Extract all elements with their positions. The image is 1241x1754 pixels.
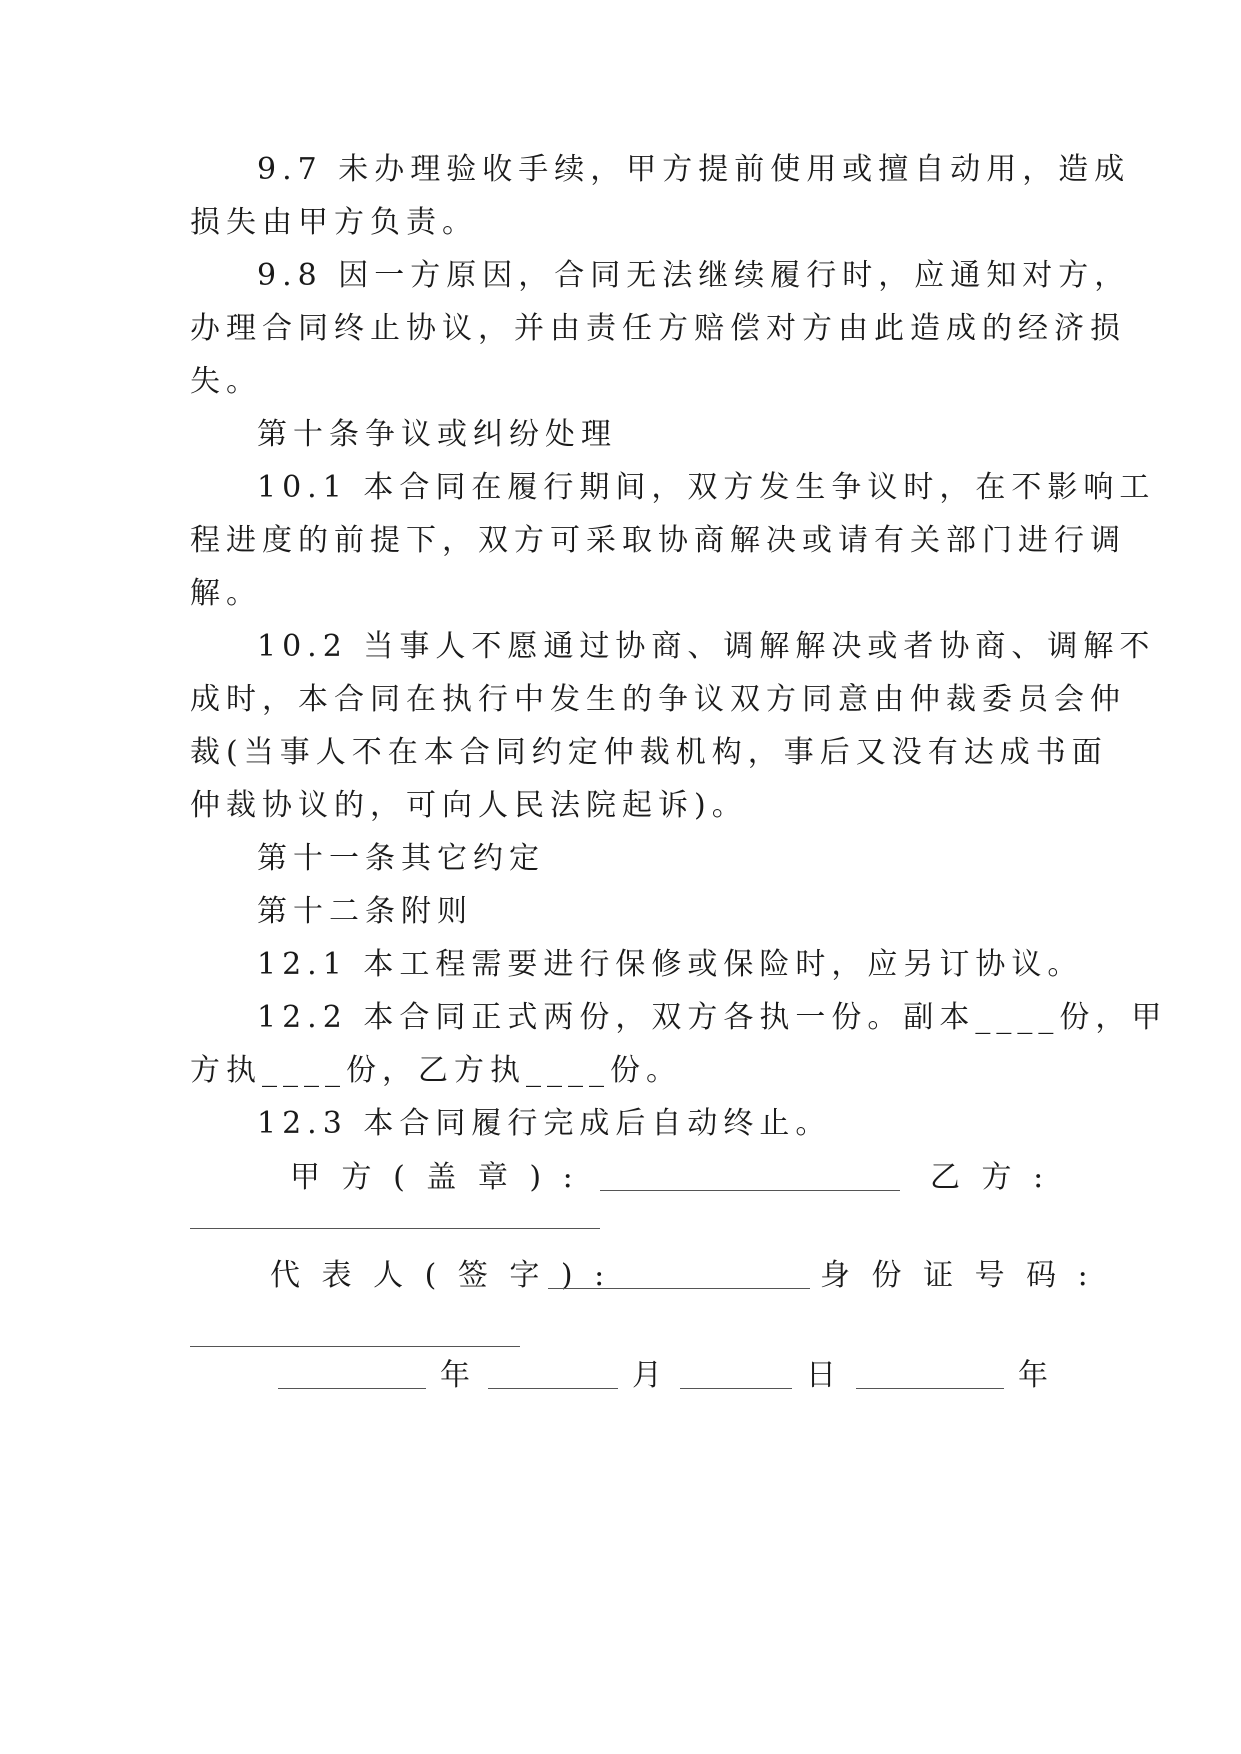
- clause-10-1-line-2: 程进度的前提下，双方可采取协商解决或请有关部门进行调: [190, 523, 1126, 558]
- clause-10-2-line-1: 10.2 当事人不愿通过协商、调解解决或者协商、调解不: [257, 629, 1156, 664]
- party-b-blank: [190, 1228, 600, 1229]
- clause-10-1-line-1: 10.1 本合同在履行期间，双方发生争议时，在不影响工: [257, 470, 1156, 505]
- day-blank: [680, 1388, 792, 1389]
- article-10-heading: 第十条争议或纠纷处理: [257, 417, 617, 452]
- clause-12-1-line-1: 12.1 本工程需要进行保修或保险时，应另订协议。: [257, 947, 1084, 982]
- year-label: 年: [440, 1358, 476, 1393]
- article-12-heading: 第十二条附则: [257, 894, 473, 929]
- article-11-heading: 第十一条其它约定: [257, 841, 545, 876]
- representative-signature-blank: [548, 1288, 810, 1289]
- clause-9-8-line-1: 9.8 因一方原因，合同无法继续履行时，应通知对方，: [257, 258, 1131, 293]
- clause-12-2-line-2: 方执____份，乙方执____份。: [190, 1053, 682, 1088]
- clause-9-7-line-1: 9.7 未办理验收手续，甲方提前使用或擅自动用，造成: [257, 152, 1131, 187]
- clause-12-2-line-1: 12.2 本合同正式两份，双方各执一份。副本____份，甲: [257, 1000, 1168, 1035]
- party-b-label: 乙 方 :: [930, 1160, 1050, 1195]
- clause-9-8-line-2: 办理合同终止协议，并由责任方赔偿对方由此造成的经济损: [190, 311, 1126, 346]
- day-label: 日: [806, 1358, 842, 1393]
- year-blank: [278, 1388, 426, 1389]
- clause-12-3-line-1: 12.3 本合同履行完成后自动终止。: [257, 1106, 832, 1141]
- year-blank-2: [856, 1388, 1004, 1389]
- month-blank: [488, 1388, 618, 1389]
- year-label-2: 年: [1018, 1358, 1054, 1393]
- representative-label: 代 表 人 ( 签 字 ) :: [270, 1258, 611, 1293]
- id-number-blank: [190, 1346, 520, 1347]
- clause-9-8-line-3: 失。: [190, 364, 262, 399]
- id-number-label: 身 份 证 号 码 :: [820, 1258, 1094, 1293]
- party-a-seal-label: 甲 方 ( 盖 章 ) :: [290, 1160, 579, 1195]
- clause-9-7-line-2: 损失由甲方负责。: [190, 205, 478, 240]
- clause-10-2-line-4: 仲裁协议的，可向人民法院起诉)。: [190, 788, 748, 823]
- clause-10-2-line-3: 裁(当事人不在本合同约定仲裁机构，事后又没有达成书面: [190, 735, 1108, 770]
- clause-10-1-line-3: 解。: [190, 576, 262, 611]
- clause-10-2-line-2: 成时，本合同在执行中发生的争议双方同意由仲裁委员会仲: [190, 682, 1126, 717]
- party-a-seal-blank: [600, 1190, 900, 1191]
- month-label: 月: [632, 1358, 668, 1393]
